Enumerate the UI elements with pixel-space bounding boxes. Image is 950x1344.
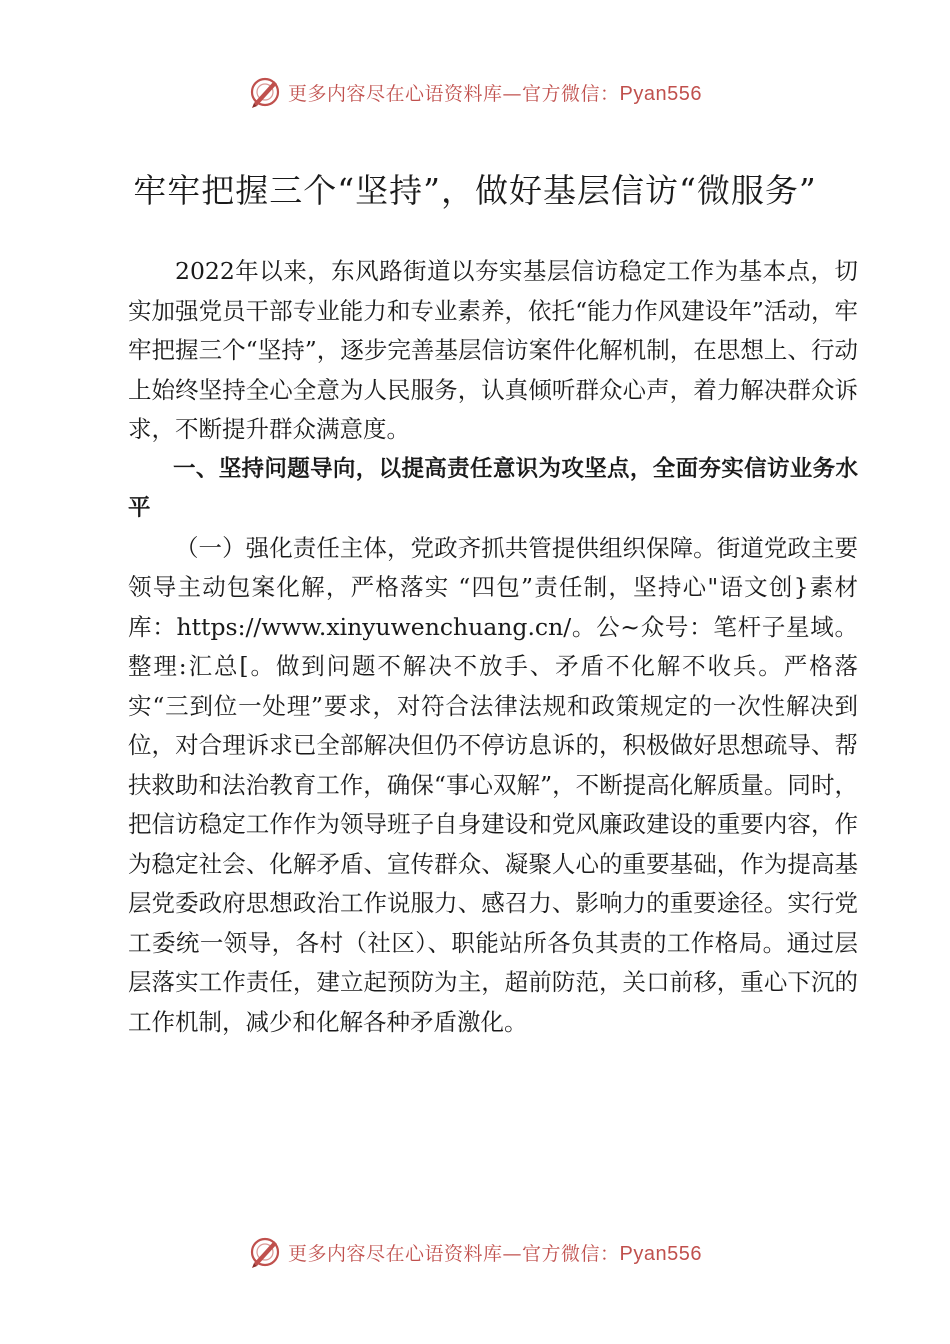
header-banner [0,72,950,112]
banner-text [288,79,702,106]
section-heading: 一、坚持问题导向，以提高责任意识为攻坚点，全面夯实信访业务水平 [128,455,858,521]
pen-logo-icon [248,75,282,109]
intro-paragraph: 2022年以来，东风路街道以夯实基层信访稳定工作为基本点，切实加强党员干部专业能力和专业素养，依托“能力作风建设年”活动，牢牢把握三个“坚持”，逐步完善基层信访案件化解机制，在思想上、行动上始终坚持全心全意为人民服务，认真倾听群众心声，着力解决群众诉求，不断提升群众满意度。 [128,257,858,443]
document-body [128,252,858,1042]
pen-logo-icon [248,1235,282,1269]
banner-label: 更多内容尽在心语资料库—官方微信： [288,82,620,105]
banner-text [288,1239,702,1266]
section-paragraph: （一）强化责任主体，党政齐抓共管提供组织保障。街道党政主要领导主动包案化解，严格落实 “四包”责任制，坚持心"语文创}素材库：https://www.xinyuwenchuang.cn/。公~众号：笔杆子星域。整理:汇总[。做到问题不解决不放手、矛盾不化解不收兵。严格落实“三到位一处理”要求，对符合法律法规和政策规定的一次性解决到位，对合理诉求已全部解决但仍不停访息诉的，积极做好思想疏导、帮扶救助和法治教育工作，确保“事心双解”，不断提高化解质量。同时，把信访稳定工作作为领导班子自身建设和党风廉政建设的重要内容，作为稳定社会、化解矛盾、宣传群众、凝聚人心的重要基础，作为提高基层党委政府思想政治工作说服力、感召力、影响力的重要途径。实行党工委统一领导，各村（社区）、职能站所各负其责的工作格局。通过层层落实工作责任，建立起预防为主，超前防范，关口前移，重心下沉的工作机制，减少和化解各种矛盾激化。 [128,533,858,1036]
page-title: 牢牢把握三个“坚持”，做好基层信访“微服务” [133,171,817,210]
wechat-id: Pyan556 [619,82,702,105]
footer-banner [0,1232,950,1272]
banner-label: 更多内容尽在心语资料库—官方微信： [288,1242,620,1265]
wechat-id: Pyan556 [619,1242,702,1265]
